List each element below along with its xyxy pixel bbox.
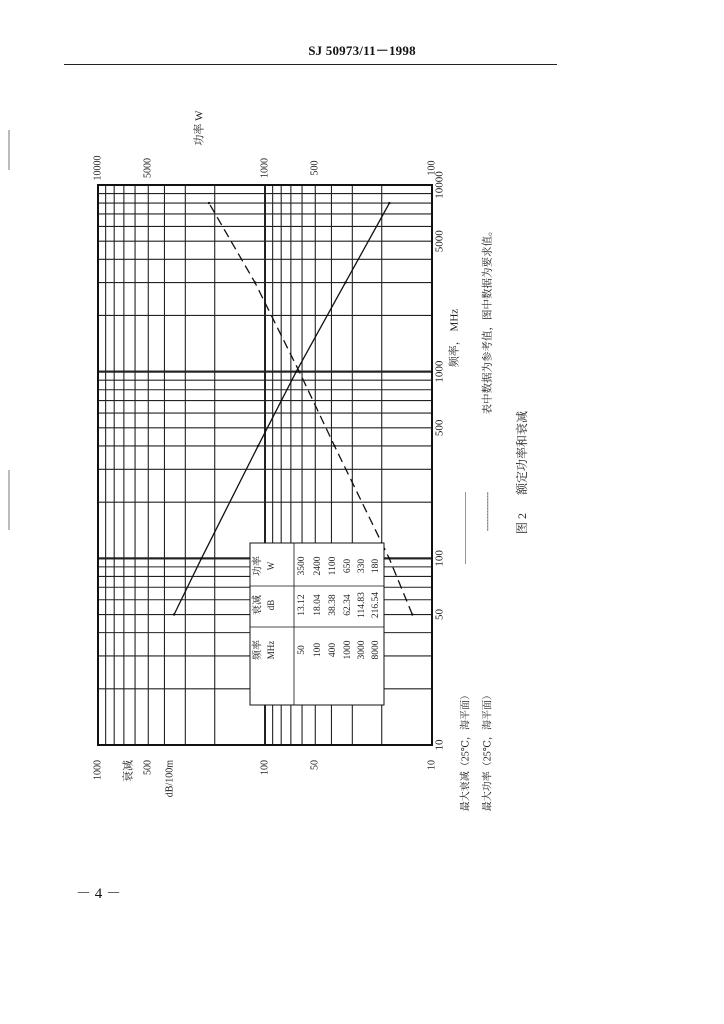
x-tick-label: 500 [433,419,446,437]
inset-table-cell: 8000 [371,640,382,660]
x-tick-label: 100 [433,550,446,567]
inset-table-cell: 114.83 [357,592,368,618]
power-data-point [173,613,175,615]
figure-caption-label: 图 2 [514,512,529,534]
power-data-point [344,281,346,283]
inset-table-header: 频率 [252,640,264,660]
x-tick-label: 50 [433,609,446,621]
inset-table-cell: 100 [313,642,324,658]
scan-edge-mark [8,470,10,530]
legend-attenuation-line: ———————— [460,492,471,564]
right-axis-label: 功率 W [193,110,206,146]
inset-table-cell: 62.34 [343,594,354,616]
inset-table-cell: 2400 [313,556,324,576]
right-tick-label: 500 [309,160,321,176]
inset-table-unit: MHz [266,640,277,660]
inset-table-cell: 50 [297,645,308,655]
right-tick-label: 100 [426,160,438,176]
x-axis-label: 频率， MHz [448,308,461,368]
inset-table-cell: 650 [343,558,354,574]
power-data-point [200,557,202,559]
left-tick-label: 10 [426,760,438,770]
power-data-point [257,445,259,447]
right-tick-label: 1000 [259,158,271,178]
attenuation-data-point [298,371,300,373]
inset-table-header: 功率 [252,556,264,576]
left-axis-label: 衰减 [122,760,135,782]
inset-table-cell: 1000 [343,640,354,660]
inset-table-cell: 3000 [357,640,368,660]
x-tick-label: 10000 [433,171,446,199]
left-axis-unit: dB/100m [164,760,176,798]
right-tick-label: 10000 [92,155,104,181]
x-tick-label: 5000 [433,230,446,253]
page-number: － 4 － [76,886,122,902]
inset-table-cell: 13.12 [297,594,308,616]
inset-table-cell: 18.04 [313,594,324,616]
inset-table-unit: W [266,561,277,571]
legend-attenuation-label: 最大衰减（25℃，海平面） [460,690,472,812]
x-tick-label: 1000 [433,360,446,383]
left-tick-label: 1000 [92,760,104,780]
power-data-point [388,202,390,204]
left-tick-label: 50 [309,760,321,770]
figure-note: 表中数据为参考值，图中数据为要求值。 [482,225,494,415]
left-tick-label: 100 [259,760,271,775]
scan-edge-mark [8,130,10,170]
inset-table-cell: 3500 [297,556,308,576]
attenuation-data-point [208,202,210,204]
attenuation-data-point [411,613,413,615]
inset-table-cell: 400 [328,642,339,658]
x-tick-label: 10 [433,739,446,751]
attenuation-data-point [388,557,390,559]
left-tick-label: 500 [142,760,154,775]
power-data-point [295,371,297,373]
right-tick-label: 5000 [142,158,154,178]
inset-table-unit: dB [266,599,277,611]
legend-power-label: 最大功率（25℃，海平面） [482,690,494,812]
figure-caption-title: 额定功率和衰减 [514,410,529,495]
legend-power-line: ------------- [482,492,493,531]
inset-table-cell: 180 [371,558,382,574]
inset-table-cell: 216.54 [371,591,382,619]
document-header: SJ 50973/11－1998 [308,43,416,58]
inset-table-header: 衰减 [252,595,264,615]
attenuation-data-point [254,281,256,283]
inset-table-cell: 1100 [328,556,339,576]
inset-table-cell: 38.38 [328,594,339,616]
attenuation-data-point [333,445,335,447]
inset-table-cell: 330 [357,558,368,574]
